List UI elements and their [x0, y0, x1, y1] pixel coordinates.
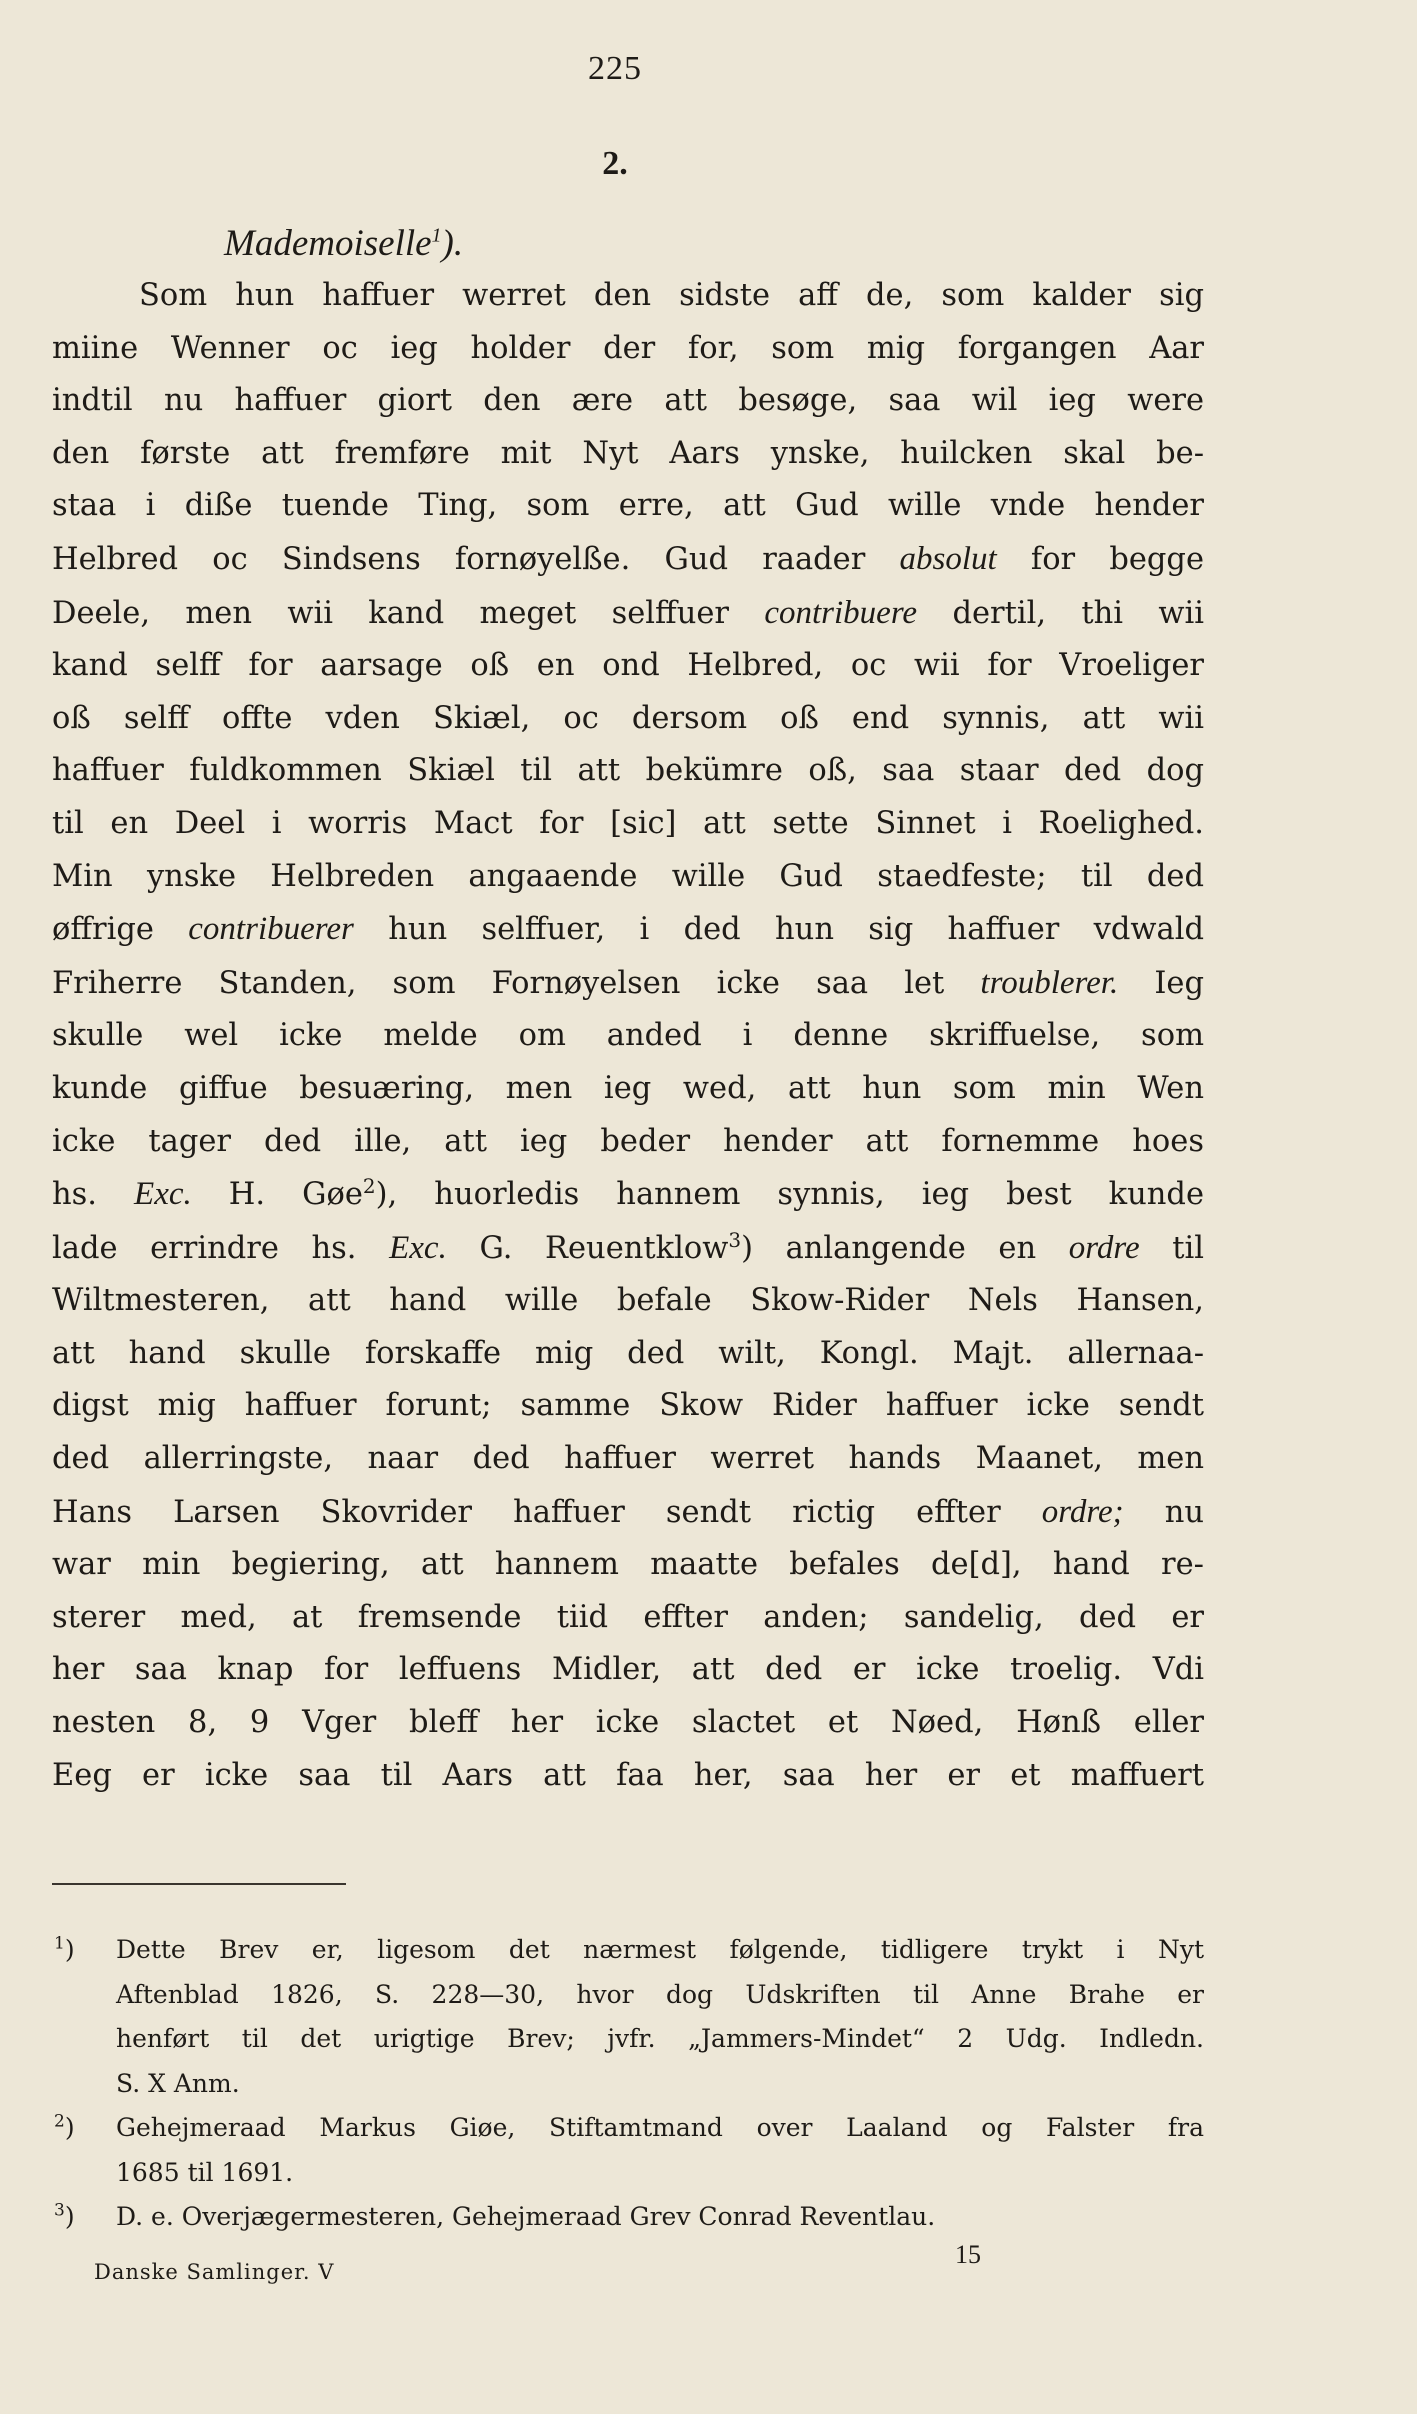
body-line [52, 533, 1204, 587]
body-line: Eeg er icke saa til Aars att faa her, saa her er et maffuert [52, 1757, 1204, 1793]
text-run: G. Reuentklow [479, 1230, 729, 1266]
text-run: dertil, thi wii [952, 595, 1204, 631]
text-run: nu [1164, 1494, 1204, 1530]
sheet-number: 15 [955, 2240, 981, 2269]
footnote-line: D. e. Overjægermesteren, Gehejmeraad Grev Conrad Reventlau. [116, 2202, 936, 2231]
footnote-mark-number: 1 [54, 1933, 65, 1954]
footnote-line: Aftenblad 1826, S. 228—30, hvor dog Udskriften til Anne Brahe er [116, 1979, 1204, 2009]
body-line: att hand skulle forskaffe mig ded wilt, Kongl. Majt. allernaa- [52, 1335, 1204, 1371]
footnote-mark-number: 3 [54, 2200, 65, 2221]
footnote-line: henført til det urigtige Brev; jvfr. „Jammers-Mindet“ 2 Udg. Indledn. [116, 2024, 1204, 2053]
body-line: nesten 8, 9 Vger bleff her icke slactet et Nøed, Hønß eller [52, 1705, 1204, 1741]
body-line: skulle wel icke melde om anded i denne skriffuelse, som [52, 1018, 1204, 1054]
italic-term: absolut [899, 540, 997, 577]
letter-body [52, 270, 1204, 1802]
printer-signature: Danske Samlinger. V [94, 2260, 335, 2284]
italic-term: ordre; [1041, 1493, 1124, 1530]
body-line: kunde giffue besuæring, men ieg wed, att hun som min Wen [52, 1070, 1204, 1106]
text-run: for begge [1030, 541, 1204, 577]
footnote-line: S. X Anm. [116, 2068, 240, 2098]
body-line: Min ynske Helbreden angaaende wille Gud staedfeste; til ded [52, 858, 1204, 894]
body-line: staa i diße tuende Ting, som erre, att Gud wille vnde hender [52, 488, 1204, 524]
body-line: indtil nu haffuer giort den ære att besøge, saa wil ieg were [52, 383, 1204, 419]
body-line: kand selff for aarsage oß en ond Helbred, oc wii for Vroeliger [52, 648, 1204, 684]
body-line [52, 1222, 1204, 1276]
body-line: haffuer fuldkommen Skiæl til att bekümre oß, saa staar ded dog [52, 753, 1204, 789]
footnote-3 [52, 2195, 1204, 2240]
salutation-end: ). [441, 223, 464, 264]
body-line: icke tager ded ille, att ieg beder hender att fornemme hoes [52, 1123, 1204, 1159]
body-line [52, 957, 1204, 1011]
text-run: Friherre Standen, som Fornøyelsen icke saa let [52, 965, 945, 1001]
footnote-rule [52, 1883, 346, 1885]
footnote-1 [52, 1928, 1204, 2106]
body-line: Wiltmesteren, att hand wille befale Skow-Rider Nels Hansen, [52, 1283, 1204, 1319]
text-run: øffrige [52, 912, 154, 948]
italic-term: contribuerer [188, 911, 354, 948]
footnote-mark-number: 2 [54, 2111, 65, 2132]
body-line [52, 587, 1204, 641]
salutation [224, 222, 463, 265]
body-line: sterer med, at fremsende tiid effter anden; sandelig, ded er [52, 1599, 1204, 1635]
body-line [52, 903, 1204, 957]
body-line: til en Deel i worris Mact for [sic] att sette Sinnet i Roelighed. [52, 805, 1204, 841]
italic-term: Exc. [134, 1176, 192, 1213]
footnote-ref-1: 1 [431, 224, 442, 247]
body-line: digst mig haffuer forunt; samme Skow Rider haffuer icke sendt [52, 1388, 1204, 1424]
footnote-line: 1685 til 1691. [116, 2157, 294, 2187]
italic-term: Exc. [389, 1229, 447, 1266]
body-line: den første att fremføre mit Nyt Aars ynske, huilcken skal be- [52, 435, 1204, 471]
salutation-text: Mademoiselle [224, 223, 432, 264]
body-line: miine Wenner oc ieg holder der for, som mig forgangen Aar [52, 330, 1204, 366]
text-run: Ieg [1154, 965, 1204, 1001]
footnote-line: Gehejmeraad Markus Giøe, Stiftamtmand over Laaland og Falster fra [116, 2113, 1204, 2142]
footnote-mark: $^1$) [54, 1933, 75, 1964]
text-run: ) anlangende en [741, 1230, 1037, 1266]
letter-number: 2. [602, 145, 628, 182]
body-line: Som hun haffuer werret den sidste aff de, som kalder sig [139, 278, 1204, 313]
footnote-mark: $^3$) [54, 2200, 75, 2231]
italic-term: ordre [1068, 1229, 1140, 1266]
footnote-ref-3: 3 [728, 1227, 742, 1252]
body-line: her saa knap for leffuens Midler, att ded er icke troelig. Vdi [52, 1652, 1204, 1688]
text-run: hun selffuer, i ded hun sig haffuer vdwald [388, 912, 1204, 948]
footnote-line: Dette Brev er, ligesom det nærmest følgende, tidligere trykt i Nyt [116, 1935, 1204, 1964]
text-run: H. Gøe [228, 1177, 363, 1213]
body-line: ded allerringste, naar ded haffuer werret hands Maanet, men [52, 1441, 1204, 1477]
text-run: lade errindre hs. [52, 1230, 357, 1266]
footnote-2 [52, 2106, 1204, 2195]
text-run: Hans Larsen Skovrider haffuer sendt rictig effter [52, 1494, 1001, 1530]
footnote-ref-2: 2 [362, 1173, 376, 1198]
body-line [52, 1486, 1204, 1540]
text-run: Deele, men wii kand meget selffuer [52, 595, 729, 631]
body-line: war min begiering, att hannem maatte befales de[d], hand re- [52, 1547, 1204, 1583]
italic-term: troublerer. [980, 964, 1119, 1001]
text-run: til [1172, 1230, 1205, 1266]
body-line: oß selff offte vden Skiæl, oc dersom oß end synnis, att wii [52, 700, 1204, 736]
page-number: 225 [588, 50, 642, 87]
text-run: Helbred oc Sindsens fornøyelße. Gud raader [52, 541, 866, 577]
footnotes [52, 1928, 1204, 2240]
text-run: hs. [52, 1177, 97, 1213]
footnote-mark: $^2$) [54, 2111, 75, 2142]
body-line [52, 1168, 1204, 1222]
text-run: ), huorledis hannem synnis, ieg best kunde [375, 1177, 1204, 1213]
italic-term: contribuere [764, 594, 918, 631]
